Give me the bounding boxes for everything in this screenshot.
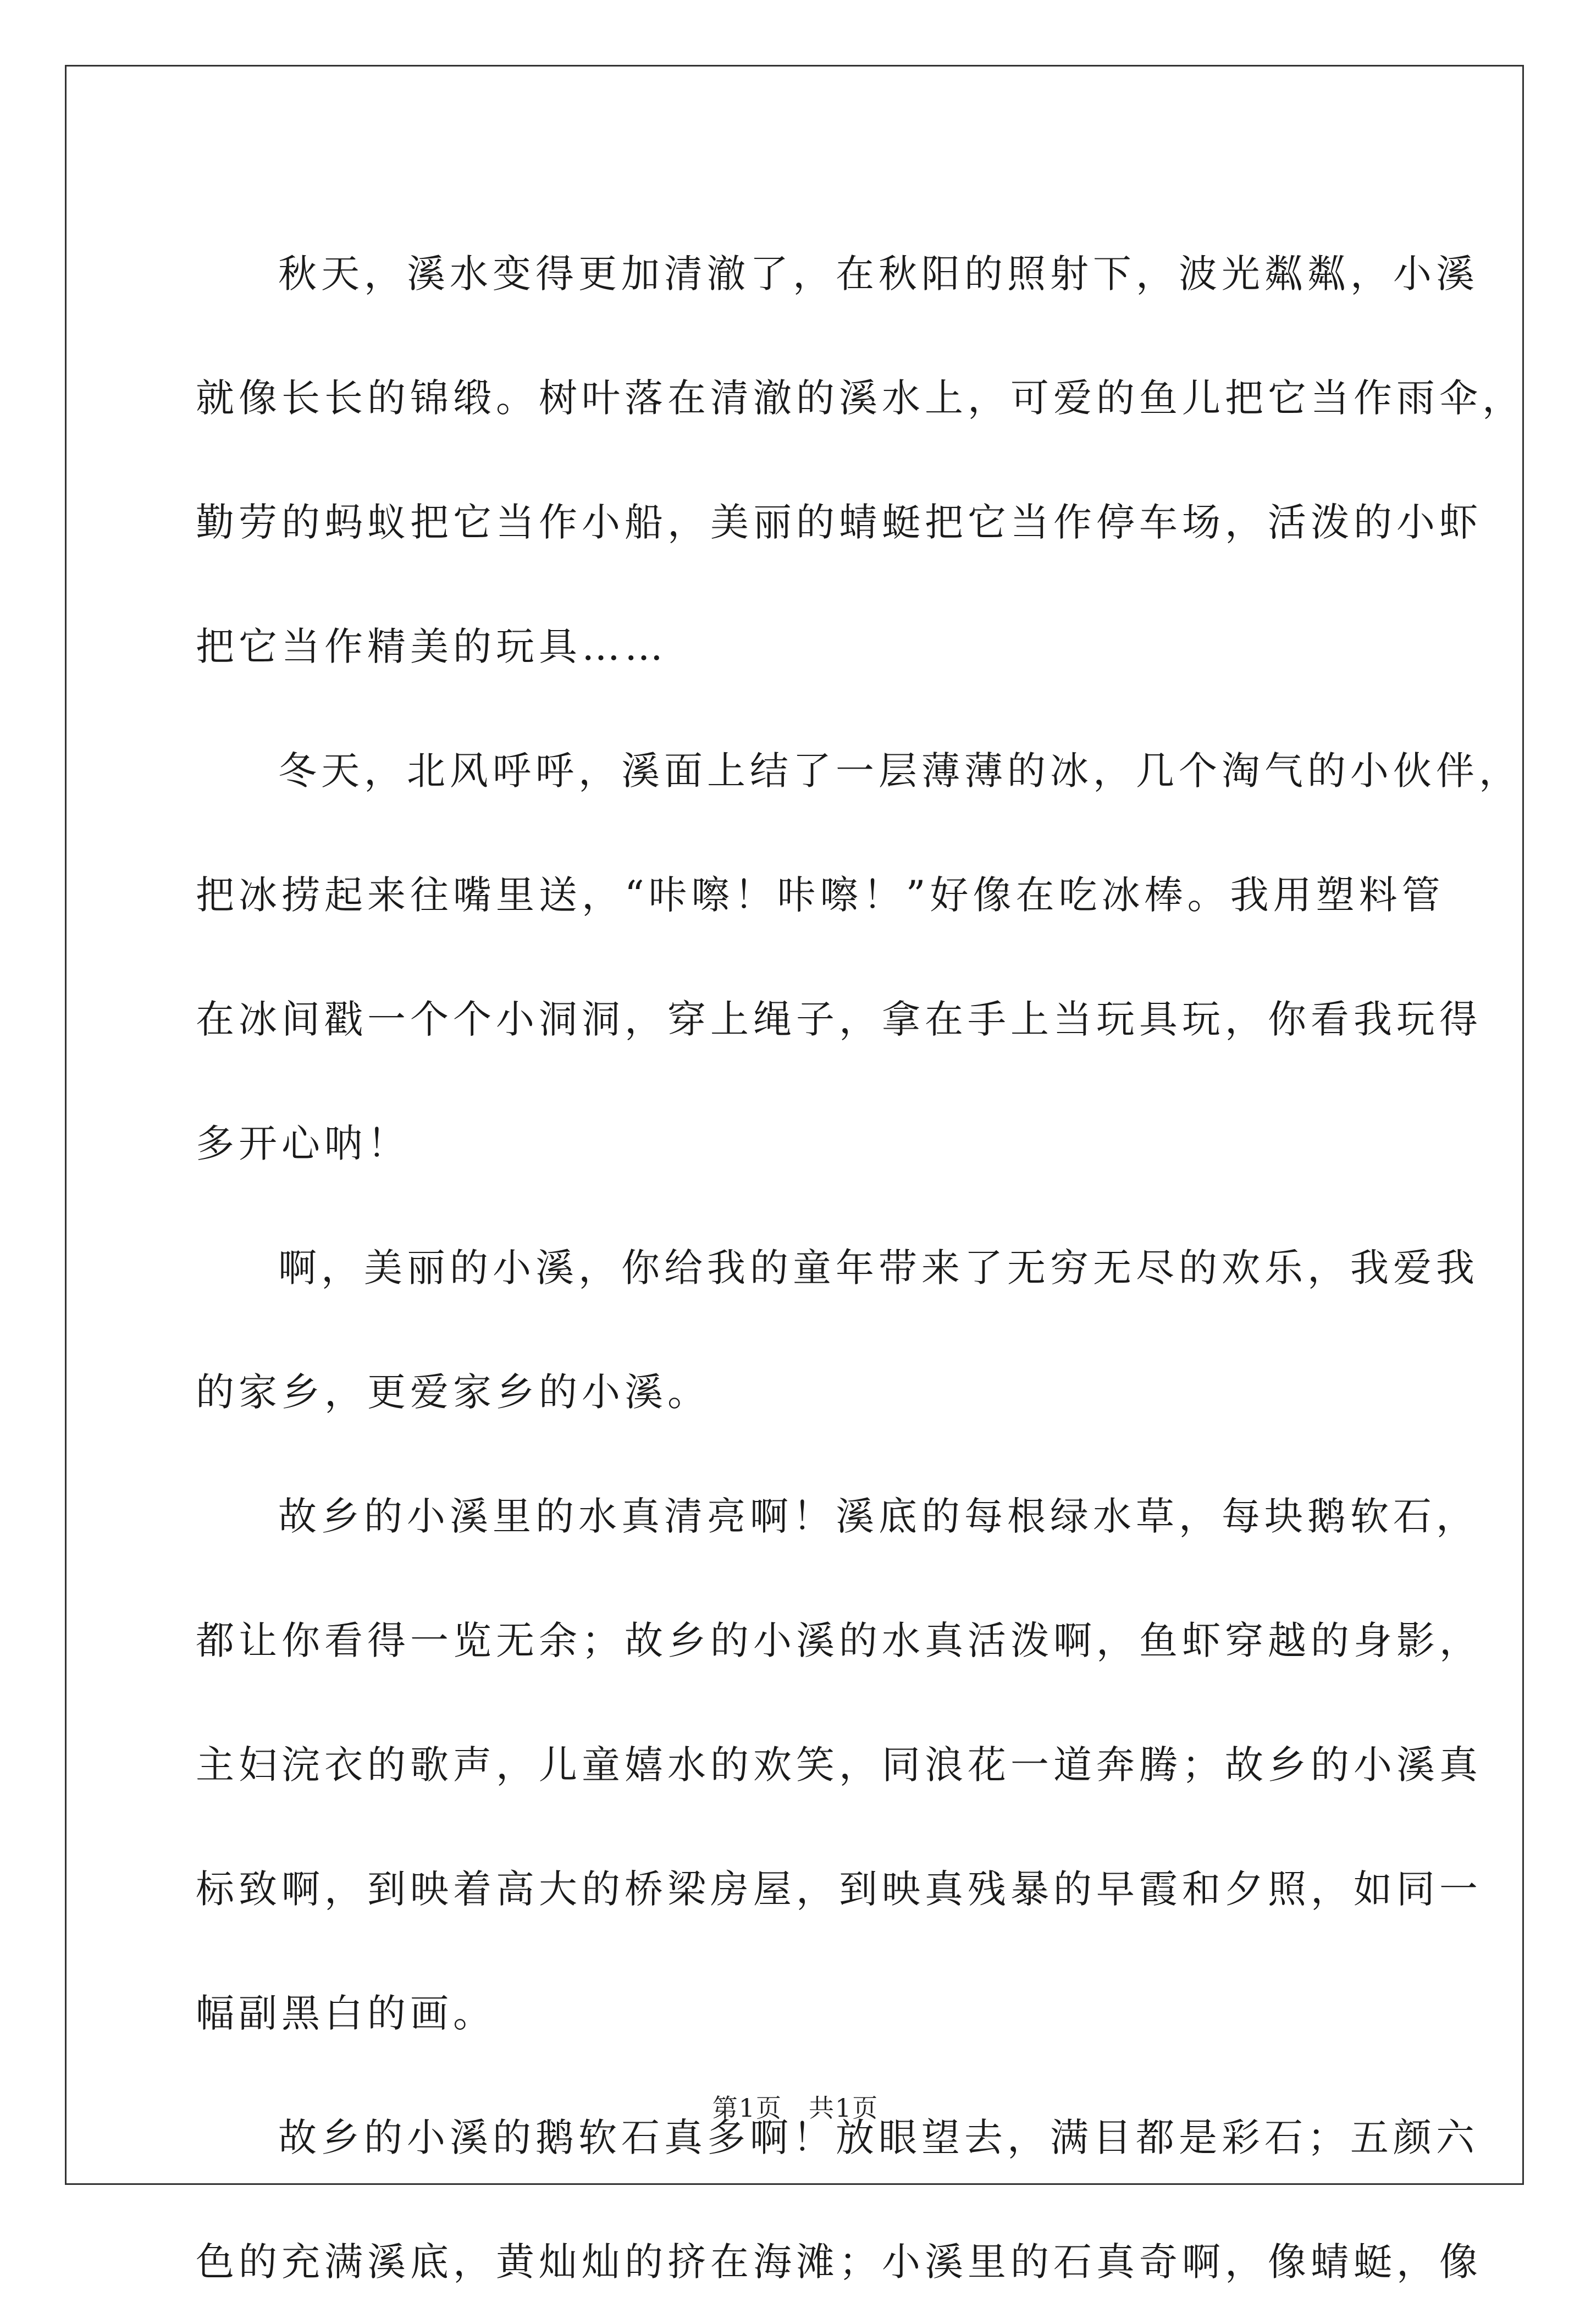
paragraph-stream-water — [196, 1454, 1482, 2075]
text-line: 标致啊，到映着高大的桥梁房屋，到映真残暴的早霞和夕照，如同一 — [196, 1867, 1482, 1912]
text-line: 把冰捞起来往嘴里送，“咔嚓！咔嚓！”好像在吃冰棒。我用塑料管 — [196, 873, 1445, 918]
document-body — [196, 212, 1525, 2324]
text-line: 秋天，溪水变得更加清澈了，在秋阳的照射下，波光粼粼，小溪 — [278, 251, 1479, 296]
paragraph-winter — [196, 709, 1522, 1206]
text-line: 把它当作精美的玩具…… — [196, 624, 667, 669]
text-line: 色的充满溪底，黄灿灿的挤在海滩；小溪里的石真奇啊，像蜻蜓，像 — [196, 2239, 1482, 2284]
paragraph-autumn — [196, 212, 1525, 709]
text-line: 就像长长的锦缎。树叶落在清澈的溪水上，可爱的鱼儿把它当作雨伞， — [196, 376, 1525, 421]
text-line: 主妇浣衣的歌声，儿童嬉水的欢笑，同浪花一道奔腾；故乡的小溪真 — [196, 1742, 1482, 1787]
text-line: 冬天，北风呼呼，溪面上结了一层薄薄的冰，几个淘气的小伙伴， — [278, 748, 1522, 793]
text-line: 都让你看得一览无余；故乡的小溪的水真活泼啊，鱼虾穿越的身影， — [196, 1618, 1482, 1663]
text-line: 的家乡，更爱家乡的小溪。 — [196, 1370, 710, 1415]
text-line: 勤劳的蚂蚁把它当作小船，美丽的蜻蜓把它当作停车场，活泼的小虾 — [196, 500, 1482, 545]
text-line: 多开心呐！ — [196, 1121, 410, 1166]
text-line: 故乡的小溪的鹅软石真多啊！放眼望去，满目都是彩石；五颜六 — [278, 2115, 1479, 2160]
text-line: 故乡的小溪里的水真清亮啊！溪底的每根绿水草，每块鹅软石， — [278, 1494, 1479, 1539]
text-line: 啊，美丽的小溪，你给我的童年带来了无穷无尽的欢乐，我爱我 — [278, 1245, 1479, 1290]
paragraph-exclamation — [196, 1206, 1479, 1454]
text-line: 幅副黑白的画。 — [196, 1991, 496, 2036]
page-number: 第1页 共1页 — [712, 2093, 879, 2123]
text-line: 在冰间戳一个个小洞洞，穿上绳子，拿在手上当玩具玩，你看我玩得 — [196, 997, 1482, 1042]
